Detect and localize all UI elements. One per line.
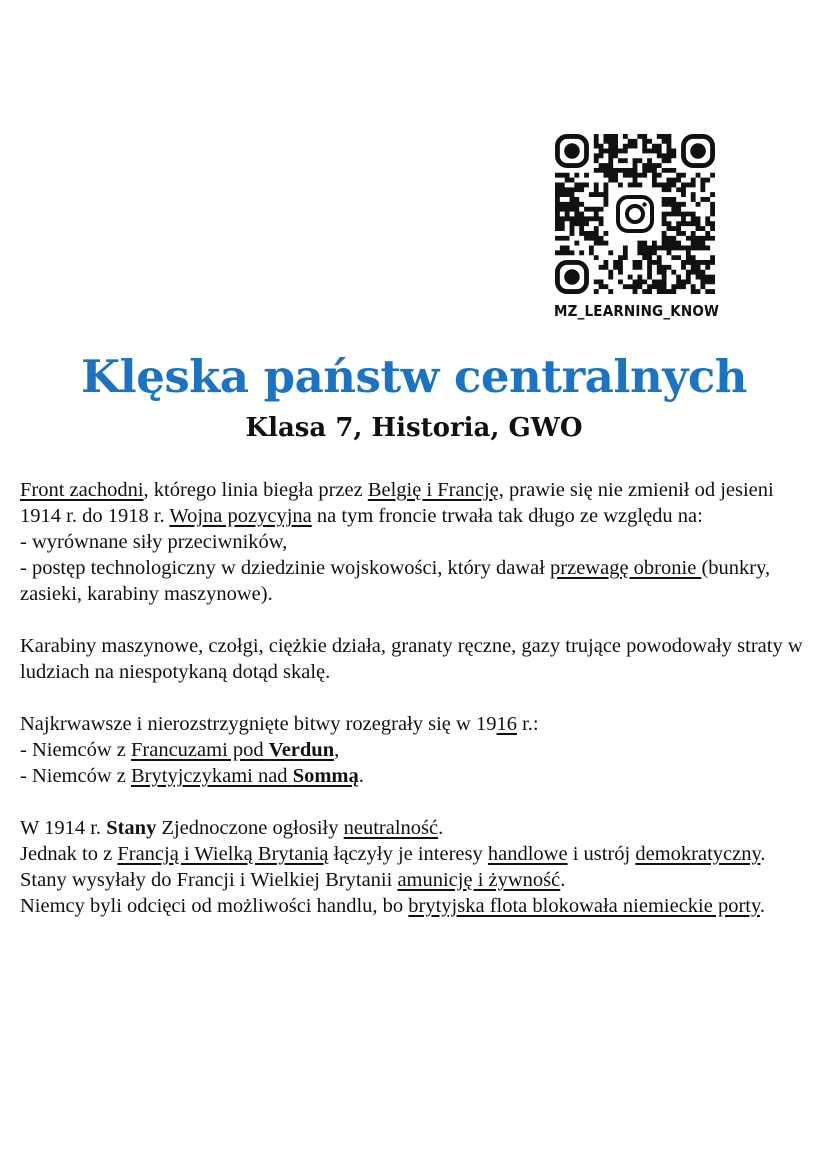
qr-finder-bottom-left bbox=[557, 262, 586, 291]
text: - Niemców z bbox=[20, 765, 131, 787]
text: , prawie się nie zmienił od jesieni 1914 r. do 1918 r. bbox=[20, 479, 774, 527]
term-allies: Francją i Wielką Brytanią bbox=[117, 843, 329, 865]
text: na tym froncie trwała tak długo ze względu na: bbox=[311, 505, 703, 527]
page-title: Klęska państw centralnych bbox=[80, 350, 747, 403]
paragraph-battles: Najkrwawsze i nierozstrzygnięte bitwy rozegrały się w 1916 r.: - Niemców z Francuzami pod Verdun, - Niemców z Brytyjczykami nad Sommą. bbox=[20, 713, 539, 787]
text: Stany wysyłały do Francji i Wielkiej Brytanii bbox=[20, 869, 398, 891]
term-stany: Stany bbox=[106, 817, 157, 839]
bullet-tech: - postęp technologiczny w dziedzinie wojskowości, który dawał bbox=[20, 557, 551, 579]
bullet-forces: - wyrównane siły przeciwników, bbox=[20, 531, 288, 553]
paragraph-weapons: Karabiny maszynowe, czołgi, ciężkie działa, granaty ręczne, gazy trujące powodowały straty w ludziach na niespotykaną dotąd skalę. bbox=[20, 635, 803, 683]
text: r.: bbox=[516, 713, 539, 735]
term-trade: handlowe bbox=[487, 843, 568, 865]
term-advantage: przewagę obronie bbox=[550, 557, 702, 579]
page-subtitle: Klasa 7, Historia, GWO bbox=[245, 413, 583, 443]
term-countries: Belgię i Francję bbox=[367, 479, 499, 501]
text: Najkrwawsze i nierozstrzygnięte bitwy rozegrały się w 19 bbox=[20, 713, 497, 735]
term-blockade: brytyjska flota blokowała niemieckie porty bbox=[408, 895, 760, 917]
term-neutral: neutralność bbox=[343, 817, 439, 839]
text: łączyły je interesy bbox=[328, 843, 488, 865]
text: i ustrój bbox=[567, 843, 636, 865]
paragraph-usa: W 1914 r. Stany Zjednoczone ogłosiły neutralność. Jednak to z Francją i Wielką Brytanią łączyły je interesy handlowe i ustrój demokratyczny. Stany wysyłały do Francji i Wielkiej Brytanii amunicję i żywność. Niemcy byli odcięci od możliwości handlu, bo brytyjska flota blokowała niemieckie porty. bbox=[20, 817, 766, 917]
term-democ: demokratyczny bbox=[635, 843, 761, 865]
qr-caption: MZ_LEARNING_KNOW bbox=[554, 302, 720, 320]
qr-finder-top-right bbox=[683, 136, 712, 165]
text: (bunkry, zasieki, karabiny maszynowe). bbox=[20, 557, 771, 605]
term-war: Wojna pozycyjna bbox=[169, 505, 312, 527]
paragraph-western-front bbox=[20, 477, 812, 607]
text: - Niemców z bbox=[20, 739, 131, 761]
qr-code[interactable] bbox=[555, 134, 715, 294]
term-front: Front zachodni bbox=[20, 479, 144, 501]
document-body bbox=[20, 477, 812, 945]
qr-block bbox=[545, 134, 725, 320]
instagram-icon bbox=[618, 197, 652, 231]
term-somme: Brytyjczykami nad Sommą bbox=[131, 765, 359, 787]
text: Zjednoczone ogłosiły bbox=[156, 817, 344, 839]
text: W 1914 r. bbox=[20, 817, 107, 839]
text: , którego linia biegła przez bbox=[143, 479, 368, 501]
term-verdun: Francuzami pod Verdun bbox=[131, 739, 335, 761]
text: Jednak to z bbox=[20, 843, 118, 865]
term-supplies: amunicję i żywność bbox=[397, 869, 561, 891]
text: Niemcy byli odcięci od możliwości handlu, bo bbox=[20, 895, 409, 917]
term-year: 16 bbox=[496, 713, 517, 735]
qr-finder-top-left bbox=[557, 136, 586, 165]
